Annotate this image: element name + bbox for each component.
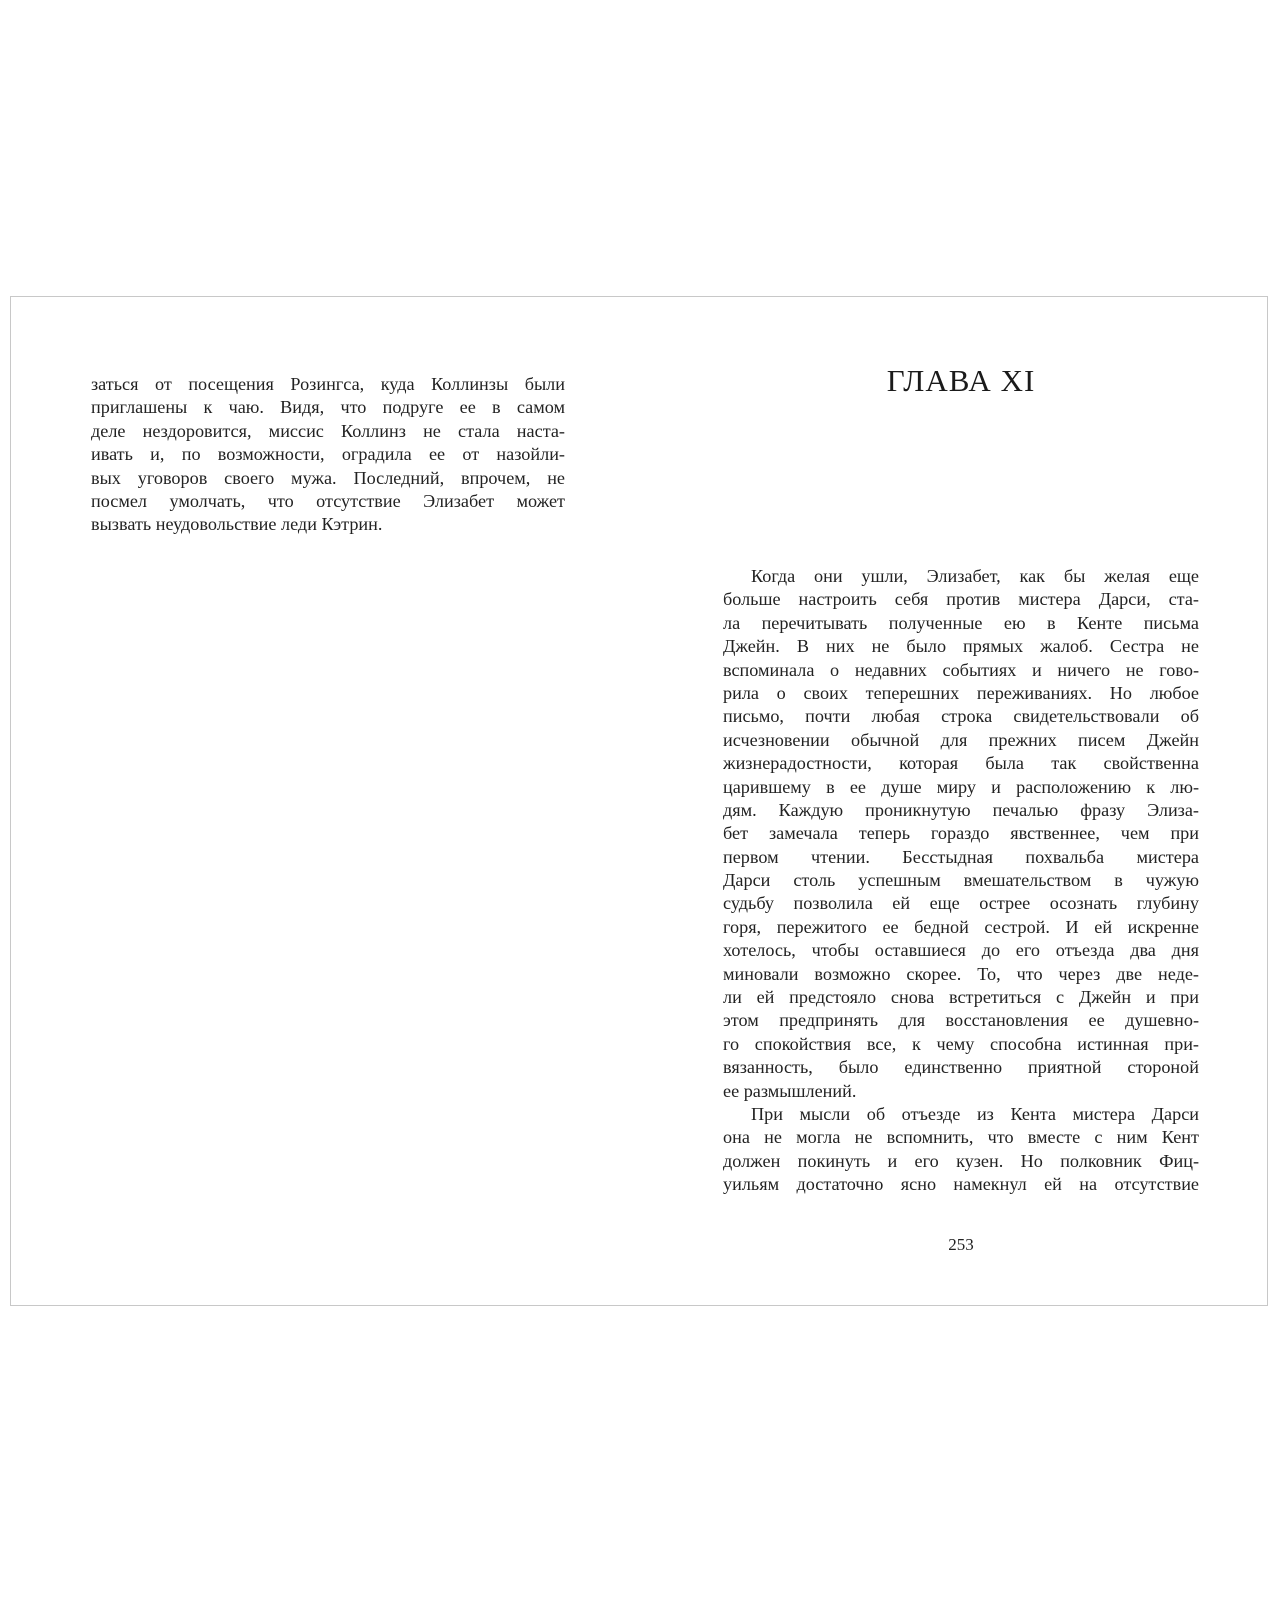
text-line: горя, пережитого ее бедной сестрой. И ей искренне	[723, 916, 1199, 937]
text-line: дям. Каждую проникнутую печалью фразу Элиза-	[723, 799, 1199, 820]
text-line: этом предпринять для восстановления ее душевно-	[723, 1010, 1199, 1031]
text-line: рила о своих теперешних переживаниях. Но любое	[723, 682, 1199, 703]
text-line: жизнерадостности, которая была так свойственна	[723, 753, 1199, 774]
text-line: царившему в ее душе миру и расположению к лю-	[723, 776, 1199, 797]
text-line: письмо, почти любая строка свидетельствовали об	[723, 706, 1199, 727]
text-line: первом чтении. Бесстыдная похвальба мистера	[723, 846, 1199, 867]
text-line: хотелось, чтобы оставшиеся до его отъезда два дня	[723, 940, 1199, 961]
text-line: деле нездоровится, миссис Коллинз не стала наста-	[91, 420, 565, 441]
text-line: вызвать неудовольствие леди Кэтрин.	[91, 514, 383, 535]
right-page-text	[723, 565, 1199, 1197]
text-line: ее размышлений.	[723, 1080, 857, 1101]
text-line: Дарси столь успешным вмешательством в чужую	[723, 870, 1199, 891]
page-number: 253	[948, 1235, 974, 1254]
book-spread	[10, 296, 1268, 1306]
text-line: Когда они ушли, Элизабет, как бы желая еще	[751, 566, 1199, 586]
text-line: ивать и, по возможности, оградила ее от назойли-	[91, 444, 565, 465]
text-line: заться от посещения Розингса, куда Коллинзы были	[91, 374, 565, 394]
text-line: приглашены к чаю. Видя, что подруге ее в самом	[91, 397, 565, 418]
text-line: судьбу позволила ей еще острее осознать глубину	[723, 893, 1199, 914]
text-line: При мысли об отъезде из Кента мистера Дарси	[751, 1103, 1199, 1124]
text-line: Джейн. В них не было прямых жалоб. Сестра не	[723, 636, 1199, 657]
text-line: ли ей предстояло снова встретиться с Джейн и при	[723, 987, 1199, 1008]
text-line: вспоминала о недавних событиях и ничего не гово-	[723, 659, 1199, 680]
text-line: должен покинуть и его кузен. Но полковник Фиц-	[723, 1150, 1199, 1171]
text-line: миновали возможно скорее. То, что через две неде-	[723, 963, 1199, 984]
text-line: вых уговоров своего мужа. Последний, впрочем, не	[91, 467, 565, 488]
text-line: го спокойствия все, к чему способна истинная при-	[723, 1033, 1199, 1054]
text-line: бет замечала теперь гораздо явственнее, чем при	[723, 823, 1199, 844]
left-page-text	[91, 373, 565, 537]
left-page	[91, 297, 565, 1305]
text-line: вязанность, было единственно приятной стороной	[723, 1057, 1199, 1078]
text-line: уильям достаточно ясно намекнул ей на отсутствие	[723, 1174, 1199, 1195]
text-line: она не могла не вспомнить, что вместе с ним Кент	[723, 1127, 1199, 1148]
text-line: больше настроить себя против мистера Дарси, ста-	[723, 589, 1199, 610]
text-line: ла перечитывать полученные ею в Кенте письма	[723, 612, 1199, 633]
right-page	[723, 297, 1199, 1305]
text-line: посмел умолчать, что отсутствие Элизабет может	[91, 490, 565, 511]
text-line: исчезновении обычной для прежних писем Джейн	[723, 729, 1199, 750]
chapter-title: ГЛАВА XI	[886, 363, 1036, 398]
